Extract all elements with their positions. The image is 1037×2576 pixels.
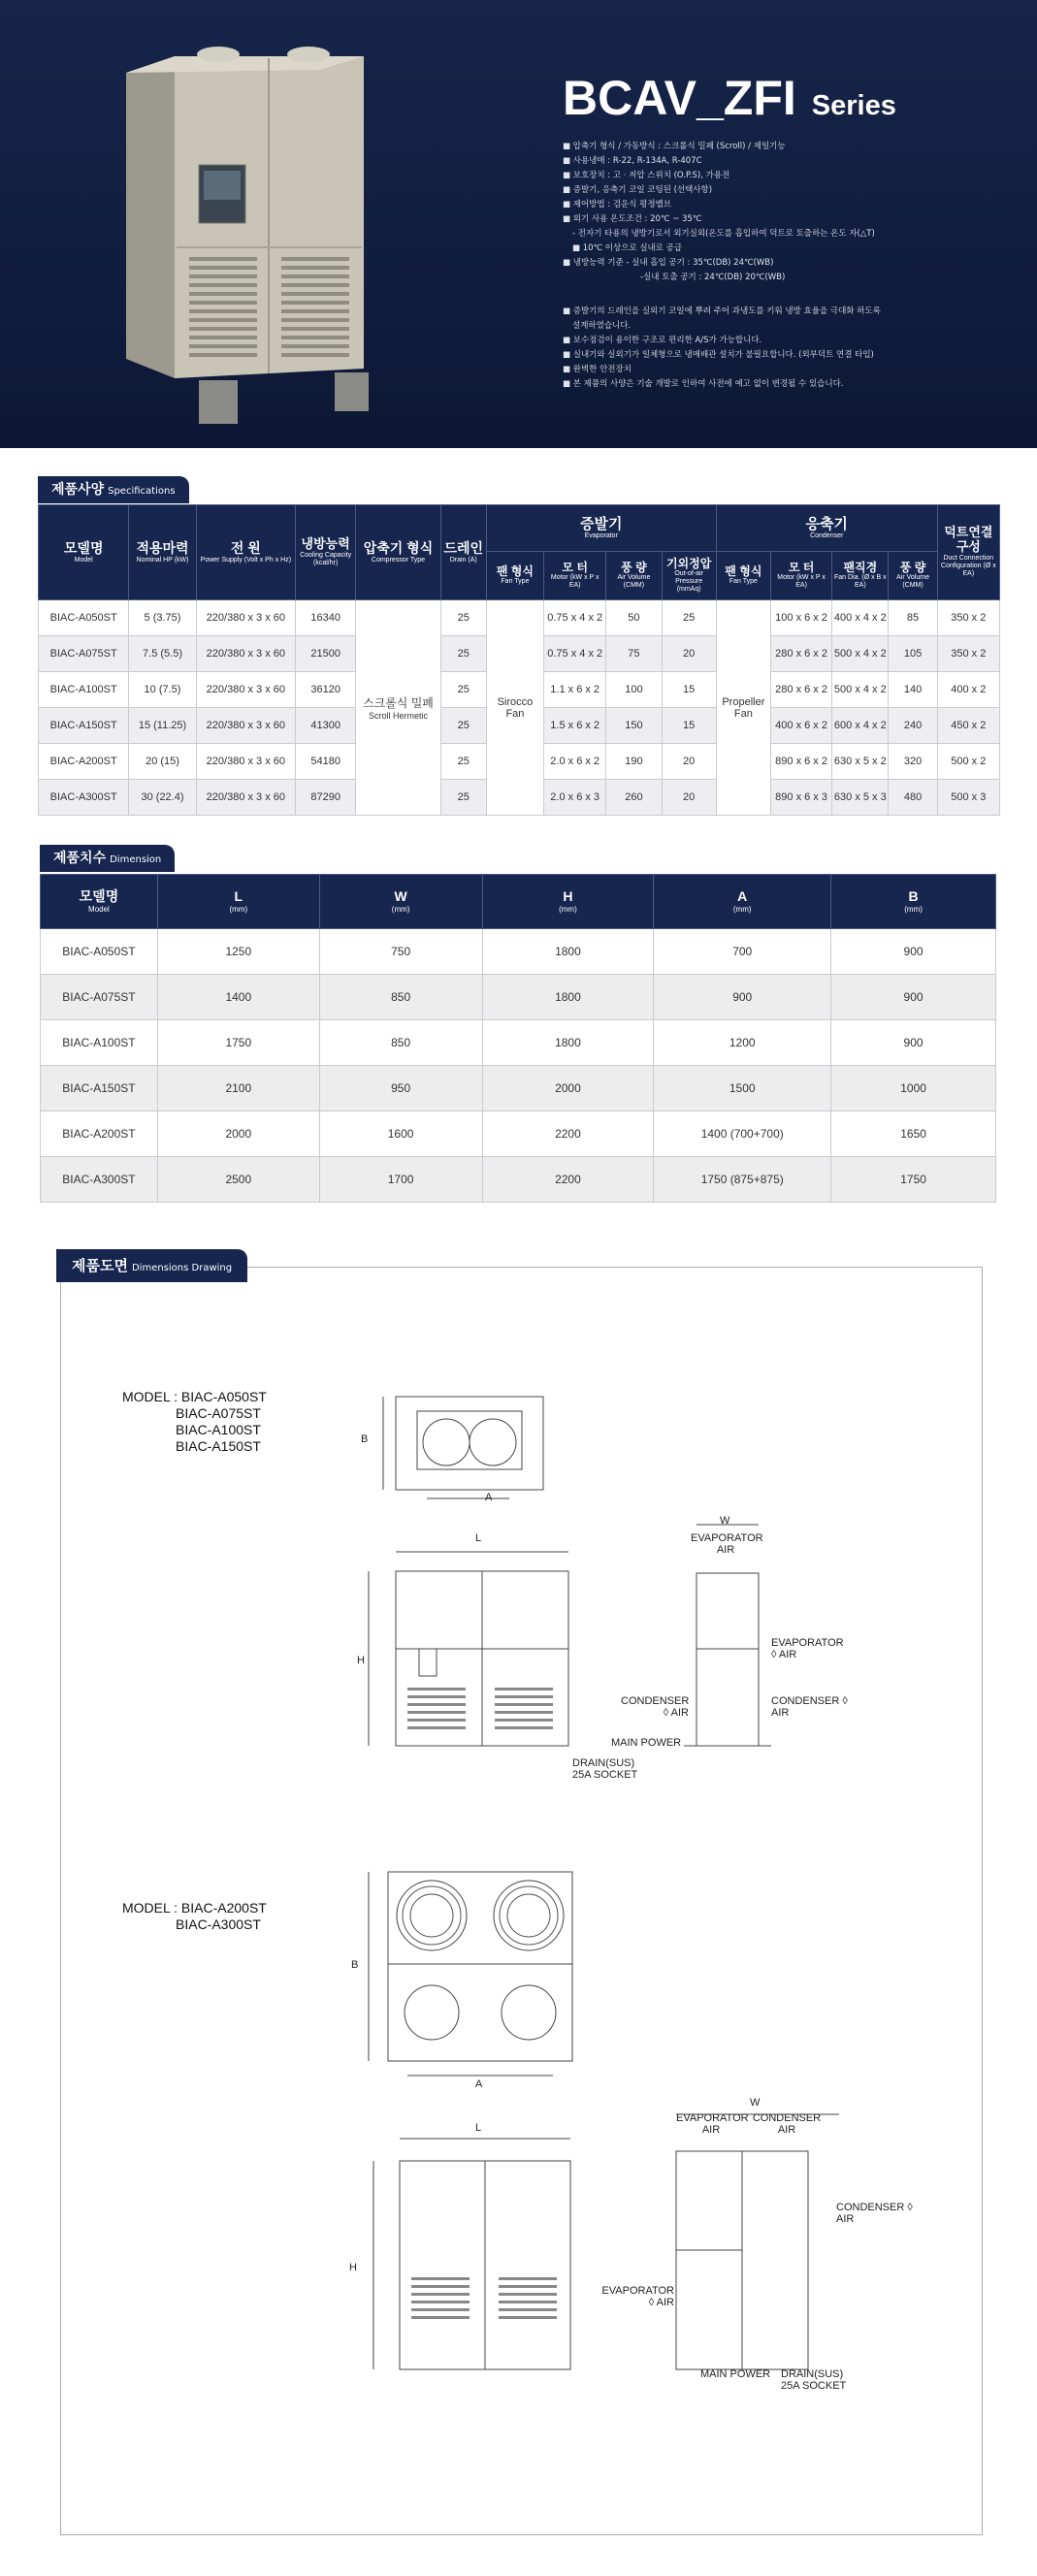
dim-a-label: A <box>485 1492 493 1503</box>
series-title <box>563 70 896 126</box>
col-hp-en: Nominal HP (kW) <box>136 556 189 564</box>
spec-section-title <box>38 476 189 503</box>
feature-item: ■ 증발기의 드레인을 실외기 코일에 뿌려 주어 과냉도를 키워 냉방 효율을 극대화 하도록 <box>563 306 881 316</box>
evap-air-side-label-2: EVAPORATOR ◊ AIR <box>601 2285 674 2308</box>
dimension-section-title <box>40 845 175 872</box>
spec-cond-fandia: 630 x 5 x 2 <box>832 744 889 780</box>
spec-cooling: 41300 <box>296 708 356 744</box>
spec-power: 220/380 x 3 x 60 <box>196 708 295 744</box>
feature-item: ■ 완벽한 안전장치 <box>563 365 632 374</box>
spec-model: BIAC-A200ST <box>39 744 129 780</box>
feature-item: ■ 사용냉매 : R-22, R-134A, R-407C <box>563 156 702 166</box>
cond-air-left-label: CONDENSER ◊ AIR <box>621 1695 690 1719</box>
dim-l-label-2: L <box>475 2122 482 2134</box>
col-cond-motor-en: Motor (kW x P x EA) <box>777 574 826 590</box>
dim-col-l-unit: (mm) <box>229 905 248 915</box>
spec-power: 220/380 x 3 x 60 <box>196 672 295 708</box>
col-evap-fan-type: 팬 형식 <box>496 564 534 578</box>
spec-model: BIAC-A150ST <box>39 708 129 744</box>
spec-row <box>39 600 1000 636</box>
spec-power: 220/380 x 3 x 60 <box>196 780 295 816</box>
spec-cond-motor: 280 x 6 x 2 <box>770 672 831 708</box>
spec-drain: 25 <box>440 600 486 636</box>
spec-duct: 400 x 2 <box>937 672 999 708</box>
hero-banner <box>0 0 1037 448</box>
spec-evap-esp: 20 <box>662 636 716 672</box>
spec-duct: 450 x 2 <box>937 708 999 744</box>
spec-evap-airvol: 190 <box>606 744 662 780</box>
cond-air-side-label-2: CONDENSER ◊ AIR <box>836 2202 913 2225</box>
model-label: BIAC-A300ST <box>176 1916 261 1932</box>
spec-cooling: 87290 <box>296 780 356 816</box>
col-evap-airvol: 풍 량 <box>621 560 647 574</box>
feature-item: -실내 토출 공기 : 24℃(DB) 20℃(WB) <box>640 273 786 282</box>
dim-col-b-unit: (mm) <box>904 905 923 915</box>
spec-evap-motor: 2.0 x 6 x 3 <box>544 780 606 816</box>
dim-model: BIAC-A200ST <box>41 1111 158 1157</box>
spec-compressor-type <box>356 600 440 816</box>
spec-model: BIAC-A050ST <box>39 600 129 636</box>
spec-hp: 30 (22.4) <box>129 780 196 816</box>
dim-w-label-2: W <box>750 2097 761 2109</box>
dim-b-label-2: B <box>351 1959 359 1971</box>
spec-model: BIAC-A300ST <box>39 780 129 816</box>
spec-evap-motor: 2.0 x 6 x 2 <box>544 744 606 780</box>
spec-cond-airvol: 240 <box>889 708 937 744</box>
drawing-title-en: Dimensions Drawing <box>131 1263 233 1273</box>
spec-power: 220/380 x 3 x 60 <box>196 600 295 636</box>
spec-title-en: Specifications <box>108 486 176 497</box>
spec-cond-fandia: 500 x 4 x 2 <box>832 672 889 708</box>
dim-l: 1250 <box>157 929 319 975</box>
spec-cond-fandia: 600 x 4 x 2 <box>832 708 889 744</box>
model-label: MODEL : BIAC-A200ST <box>122 1900 267 1916</box>
feature-item: ■ 압축기 형식 / 가동방식 : 스크롤식 밀폐 (Scroll) / 제일기능 <box>563 142 786 151</box>
col-cond-motor: 모 터 <box>788 560 815 574</box>
feature-item: ■ 10℃ 이상으로 실내로 공급 <box>572 243 683 253</box>
spec-cooling: 36120 <box>296 672 356 708</box>
spec-evap-esp: 25 <box>662 600 716 636</box>
col-duct-en: Duct Connection Configuration (Ø x EA) <box>940 555 996 578</box>
dim-h-label: H <box>357 1655 365 1666</box>
evap-air-side-label: EVAPORATOR ◊ AIR <box>771 1637 844 1660</box>
dim-l-label: L <box>475 1532 482 1544</box>
spec-title-ko: 제품사양 <box>51 482 105 498</box>
feature-item: ■ 제어방법 : 검운식 평정밸브 <box>563 200 672 209</box>
dim-a: 1500 <box>654 1066 831 1111</box>
spec-evap-esp: 15 <box>662 672 716 708</box>
col-cooling-en: Cooling Capacity (kcal/hr) <box>300 551 352 566</box>
dim-b: 900 <box>831 1020 996 1066</box>
main-power-label: MAIN POWER <box>611 1737 682 1749</box>
col-compressor-en: Compressor Type <box>371 556 426 564</box>
series-name: BCAV_ZFI <box>563 71 796 125</box>
col-cond-airvol: 풍 량 <box>899 560 926 574</box>
col-evap-esp-en: Out-of-air Pressure (mmAq) <box>674 570 703 594</box>
col-drain: 드레인 <box>443 540 484 557</box>
dim-a: 1750 (875+875) <box>654 1157 831 1203</box>
feature-item: ■ 보호장치 : 고 · 저압 스위치 (O.P.S), 가용전 <box>563 171 730 180</box>
dim-col-w: W <box>394 888 407 905</box>
dim-w-label: W <box>720 1515 730 1527</box>
dim-title-en: Dimension <box>110 854 162 865</box>
col-cond-fandia-en: Fan Dia. (Ø x B x EA) <box>833 574 887 590</box>
col-model: 모델명 <box>63 540 104 557</box>
main-power-label-2: MAIN POWER <box>700 2368 771 2380</box>
dim-row <box>41 1066 996 1111</box>
drawing-section-title <box>56 1249 247 1282</box>
feature-item: ■ 보수점검이 용이한 구조로 편리한 A/S가 가능합니다. <box>563 336 762 345</box>
spec-evap-airvol: 100 <box>606 672 662 708</box>
col-evap-airvol-en: Air Volume (CMM) <box>617 574 651 590</box>
spec-hp: 20 (15) <box>129 744 196 780</box>
dim-h: 2000 <box>482 1066 654 1111</box>
spec-cond-motor: 100 x 6 x 2 <box>770 600 831 636</box>
spec-evap-esp: 15 <box>662 708 716 744</box>
compressor-en: Scroll Hermetic <box>368 711 428 721</box>
dim-row <box>41 1111 996 1157</box>
model-group-2 <box>122 1900 267 1933</box>
col-compressor: 압축기 형식 <box>363 540 434 557</box>
col-power: 전 원 <box>230 540 261 557</box>
dim-row <box>41 929 996 975</box>
spec-table <box>38 504 1000 816</box>
spec-duct: 500 x 3 <box>937 780 999 816</box>
dim-a-label-2: A <box>475 2078 483 2090</box>
spec-cond-fandia: 500 x 4 x 2 <box>832 636 889 672</box>
dim-col-model-unit: Model <box>88 905 110 915</box>
feature-item: ■ 실내기와 실외기가 일체형으로 냉매배관 설치가 불필요합니다. (외부덕트 연결 타입) <box>563 350 874 360</box>
spec-drain: 25 <box>440 780 486 816</box>
dim-l: 2500 <box>157 1157 319 1203</box>
col-evap-motor: 모 터 <box>562 560 588 574</box>
spec-evap-motor: 0.75 x 4 x 2 <box>544 636 606 672</box>
drawing-title-ko: 제품도면 <box>72 1257 128 1274</box>
spec-drain: 25 <box>440 708 486 744</box>
spec-evap-motor: 1.5 x 6 x 2 <box>544 708 606 744</box>
spec-cond-fandia: 630 x 5 x 3 <box>832 780 889 816</box>
spec-hp: 15 (11.25) <box>129 708 196 744</box>
dim-model: BIAC-A100ST <box>41 1020 158 1066</box>
spec-duct: 500 x 2 <box>937 744 999 780</box>
dim-col-w-unit: (mm) <box>391 905 410 915</box>
dim-w: 1600 <box>319 1111 482 1157</box>
spec-power: 220/380 x 3 x 60 <box>196 636 295 672</box>
dim-model: BIAC-A150ST <box>41 1066 158 1111</box>
evap-air-label-2: EVAPORATOR AIR <box>676 2112 749 2136</box>
spec-cond-motor: 400 x 6 x 2 <box>770 708 831 744</box>
dim-h: 1800 <box>482 1020 654 1066</box>
spec-evap-esp: 20 <box>662 744 716 780</box>
dim-h: 2200 <box>482 1157 654 1203</box>
spec-duct: 350 x 2 <box>937 600 999 636</box>
dim-a: 1400 (700+700) <box>654 1111 831 1157</box>
dim-title-ko: 제품치수 <box>53 851 107 866</box>
drain-label: DRAIN(SUS) 25A SOCKET <box>572 1757 638 1781</box>
dim-b: 900 <box>831 929 996 975</box>
col-evap-fan-type-en: Fan Type <box>501 578 530 586</box>
model-label: BIAC-A100ST <box>176 1422 261 1437</box>
spec-evap-motor: 0.75 x 4 x 2 <box>544 600 606 636</box>
dimension-table <box>40 874 996 1203</box>
spec-cond-airvol: 85 <box>889 600 937 636</box>
col-condenser: 응축기 <box>805 515 848 532</box>
col-cooling: 냉방능력 <box>301 535 350 551</box>
col-drain-en: Drain (A) <box>449 556 477 564</box>
dim-h: 1800 <box>482 929 654 975</box>
spec-duct: 350 x 2 <box>937 636 999 672</box>
evap-air-label: EVAPORATOR AIR <box>691 1532 763 1556</box>
spec-cond-fan: Propeller Fan <box>716 600 770 816</box>
dim-l: 1400 <box>157 975 319 1020</box>
spec-cooling: 54180 <box>296 744 356 780</box>
dim-b: 900 <box>831 975 996 1020</box>
col-evap-esp: 기외정압 <box>665 556 712 570</box>
dim-l: 1750 <box>157 1020 319 1066</box>
cond-air-label-2: CONDENSER AIR <box>752 2112 822 2136</box>
feature-item: - 전자기 타용의 냉방기로서 외기실외(온도를 흡입하여 덕트로 토출하는 온도 자(△T) <box>572 229 875 239</box>
spec-drain: 25 <box>440 636 486 672</box>
col-condenser-en: Condenser <box>810 532 844 540</box>
dim-a: 700 <box>654 929 831 975</box>
col-cond-fandia: 팬직경 <box>843 560 878 574</box>
spec-cond-airvol: 320 <box>889 744 937 780</box>
dim-a: 1200 <box>654 1020 831 1066</box>
spec-evap-esp: 20 <box>662 780 716 816</box>
model-label: BIAC-A075ST <box>176 1405 261 1421</box>
spec-evap-airvol: 75 <box>606 636 662 672</box>
spec-evap-airvol: 260 <box>606 780 662 816</box>
dim-b: 1000 <box>831 1066 996 1111</box>
spec-hp: 10 (7.5) <box>129 672 196 708</box>
spec-evap-airvol: 150 <box>606 708 662 744</box>
spec-cond-motor: 890 x 6 x 3 <box>770 780 831 816</box>
col-hp: 적용마력 <box>136 540 189 557</box>
dim-row <box>41 1157 996 1203</box>
dim-b-label: B <box>361 1433 369 1445</box>
dim-model: BIAC-A050ST <box>41 929 158 975</box>
col-evap-motor-en: Motor (kW x P x EA) <box>550 574 600 590</box>
spec-cond-motor: 890 x 6 x 2 <box>770 744 831 780</box>
dim-h-label-2: H <box>349 2262 357 2273</box>
spec-cond-motor: 280 x 6 x 2 <box>770 636 831 672</box>
dim-l: 2000 <box>157 1111 319 1157</box>
spec-evap-airvol: 50 <box>606 600 662 636</box>
spec-cond-fandia: 400 x 4 x 2 <box>832 600 889 636</box>
dim-b: 1750 <box>831 1157 996 1203</box>
dim-col-b: B <box>908 888 919 905</box>
spec-model: BIAC-A075ST <box>39 636 129 672</box>
compressor-ko: 스크롤식 밀폐 <box>363 696 434 710</box>
feature-item: ■ 증발기, 응축기 코일 코팅된 (선택사항) <box>563 185 713 195</box>
drain-label-2: DRAIN(SUS) 25A SOCKET <box>781 2368 847 2392</box>
spec-drain: 25 <box>440 672 486 708</box>
feature-item: ■ 냉방능력 기준 - 실내 흡입 공기 : 35℃(DB) 24℃(WB) <box>563 258 774 268</box>
cond-air-right-label: CONDENSER ◊ AIR <box>771 1695 848 1719</box>
dim-b: 1650 <box>831 1111 996 1157</box>
model-label: MODEL : BIAC-A050ST <box>122 1389 267 1404</box>
spec-cooling: 16340 <box>296 600 356 636</box>
dim-h: 1800 <box>482 975 654 1020</box>
model-group-1 <box>122 1389 267 1455</box>
feature-item: 설계하였습니다. <box>572 321 632 331</box>
dim-col-l: L <box>234 888 243 905</box>
spec-hp: 5 (3.75) <box>129 600 196 636</box>
spec-cond-airvol: 140 <box>889 672 937 708</box>
spec-evap-motor: 1.1 x 6 x 2 <box>544 672 606 708</box>
spec-cooling: 21500 <box>296 636 356 672</box>
dim-w: 850 <box>319 975 482 1020</box>
dim-h: 2200 <box>482 1111 654 1157</box>
col-evaporator: 증발기 <box>580 515 623 532</box>
dim-model: BIAC-A300ST <box>41 1157 158 1203</box>
col-cond-fan-type-en: Fan Type <box>729 578 758 586</box>
col-evaporator-en: Evaporator <box>584 532 618 540</box>
model-label: BIAC-A150ST <box>176 1438 261 1454</box>
col-cond-airvol-en: Air Volume (CMM) <box>896 574 929 590</box>
col-duct: 덕트연결 구성 <box>944 525 993 555</box>
spec-cond-airvol: 105 <box>889 636 937 672</box>
dim-l: 2100 <box>157 1066 319 1111</box>
series-suffix: Series <box>811 90 896 121</box>
feature-item: ■ 외기 사용 온도조건 : 20℃ ~ 35℃ <box>563 214 702 224</box>
spec-evap-fan: Sirocco Fan <box>486 600 543 816</box>
spec-power: 220/380 x 3 x 60 <box>196 744 295 780</box>
spec-cond-airvol: 480 <box>889 780 937 816</box>
dim-w: 950 <box>319 1066 482 1111</box>
feature-list <box>563 140 1019 392</box>
spec-model: BIAC-A100ST <box>39 672 129 708</box>
dim-col-h: H <box>563 888 573 905</box>
dim-row <box>41 1020 996 1066</box>
dim-col-model: 모델명 <box>79 888 119 905</box>
feature-spacer <box>563 285 1019 305</box>
dim-model: BIAC-A075ST <box>41 975 158 1020</box>
col-cond-fan-type: 팬 형식 <box>725 564 762 578</box>
col-model-en: Model <box>74 556 93 564</box>
dim-col-a: A <box>737 888 748 905</box>
dim-w: 1700 <box>319 1157 482 1203</box>
dim-w: 750 <box>319 929 482 975</box>
spec-hp: 7.5 (5.5) <box>129 636 196 672</box>
col-power-en: Power Supply (Volt x Ph x Hz) <box>200 556 292 564</box>
dim-row <box>41 975 996 1020</box>
spec-drain: 25 <box>440 744 486 780</box>
dim-a: 900 <box>654 975 831 1020</box>
feature-item: ■ 본 제품의 사양은 기술 개발로 인하여 사전에 예고 없이 변경될 수 있습니다. <box>563 379 844 389</box>
dim-col-a-unit: (mm) <box>732 905 752 915</box>
dim-w: 850 <box>319 1020 482 1066</box>
dim-col-h-unit: (mm) <box>559 905 577 915</box>
